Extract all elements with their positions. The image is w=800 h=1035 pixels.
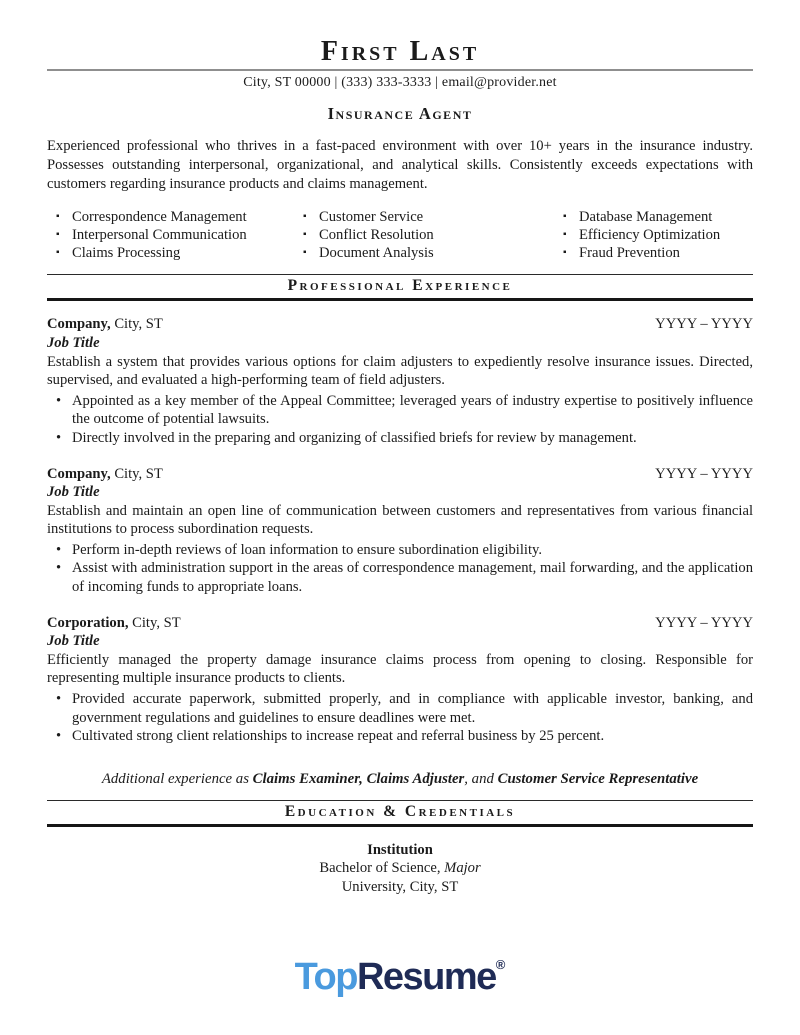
additional-experience-line [47, 771, 753, 788]
job-bullet [47, 727, 753, 746]
skills-column-1 [47, 208, 294, 263]
education-degree-line [47, 859, 753, 878]
skill-label: Interpersonal Communication [72, 226, 247, 243]
bullet-icon: ▪ [563, 247, 567, 259]
logo-text-top: Top [294, 955, 357, 998]
skill-item [554, 208, 753, 226]
company-line [47, 465, 163, 484]
skill-item [47, 244, 294, 262]
topresume-logo [47, 943, 753, 999]
bullet-text: Appointed as a key member of the Appeal Committee; leveraged years of industry expertise to positively influence the outcome of potential lawsuits. [72, 392, 753, 428]
bullet-icon: ▪ [563, 228, 567, 240]
additional-prefix: Additional experience as [101, 770, 253, 787]
section-title: Education & Credentials [284, 802, 516, 820]
education-institution: Institution [367, 841, 433, 858]
person-name: First Last [320, 36, 480, 67]
skill-label: Conflict Resolution [319, 226, 434, 243]
skills-column-2 [294, 208, 554, 263]
job-bullet-list [47, 392, 753, 448]
bullet-text: Provided accurate paperwork, submitted properly, and in compliance with applicable investor, banking, and government regulations and guidelines to ensure deadlines were met. [72, 691, 753, 726]
skill-item [294, 208, 554, 226]
additional-role: Claims Examiner [252, 770, 360, 787]
job-header [47, 614, 753, 633]
education-entry [47, 841, 753, 897]
job-bullet [47, 690, 753, 727]
bullet-icon: • [56, 560, 62, 577]
job-dates: YYYY – YYYY [655, 465, 753, 482]
skill-item [554, 244, 753, 262]
summary-paragraph: Experienced professional who thrives in a fast-paced environment with over 10+ years in the insurance industry. Possesses outstanding interpersonal, organizational, and analytical skills. Consistently exceeds expectations with customers regarding insurance products and claims management. [47, 138, 753, 192]
bullet-icon: ▪ [563, 210, 567, 222]
skill-label: Efficiency Optimization [579, 226, 721, 243]
additional-separator: , and [464, 770, 498, 787]
section-header-education [47, 800, 753, 827]
bullet-icon: ▪ [56, 247, 60, 259]
skill-item [294, 244, 554, 262]
job-dates: YYYY – YYYY [655, 614, 753, 631]
education-degree: Bachelor of Science, [319, 860, 445, 877]
education-major: Major [444, 860, 481, 877]
contact-line: City, ST 00000 | (333) 333-3333 | email@provider.net [243, 75, 557, 91]
job-header [47, 315, 753, 334]
skill-label: Claims Processing [72, 245, 181, 262]
bullet-icon: • [56, 541, 62, 558]
bullet-icon: • [56, 392, 62, 409]
bullet-icon: ▪ [303, 210, 307, 222]
experience-entry-3 [47, 614, 753, 746]
skill-item [47, 226, 294, 244]
section-title: Professional Experience [287, 277, 513, 295]
registered-trademark-icon: ® [495, 956, 506, 972]
additional-role: Customer Service Representative [497, 770, 699, 787]
skill-label: Document Analysis [319, 245, 434, 262]
section-header-experience [47, 274, 753, 301]
company-line [47, 315, 163, 334]
bullet-icon: ▪ [303, 247, 307, 259]
bullet-text: Directly involved in the preparing and organizing of classified briefs for review by management. [72, 429, 637, 446]
job-bullet [47, 559, 753, 596]
education-university: University, City, ST [341, 879, 459, 895]
job-title: Job Title [47, 633, 100, 650]
skills-column-3 [554, 208, 753, 263]
company-location: City, ST [110, 465, 163, 482]
bullet-icon: ▪ [303, 228, 307, 240]
company-name: Company, [47, 465, 111, 482]
additional-role: Claims Adjuster [366, 770, 465, 787]
company-line [47, 614, 181, 633]
bullet-text: Assist with administration support in the areas of correspondence management, mail forwarding, and the application of incoming funds to appropriate loans. [72, 560, 753, 596]
skill-label: Correspondence Management [72, 208, 247, 225]
bullet-icon: • [56, 691, 62, 708]
company-location: City, ST [110, 316, 163, 333]
bullet-icon: • [56, 728, 62, 745]
role-title: Insurance Agent [327, 104, 473, 124]
skill-label: Fraud Prevention [579, 245, 680, 262]
company-name: Company, [47, 316, 111, 333]
job-bullet [47, 541, 753, 560]
additional-separator: , [359, 770, 367, 787]
job-description: Efficiently managed the property damage insurance claims process from opening to closing. Responsible for representing multiple insurance products to clients. [47, 651, 753, 687]
job-dates: YYYY – YYYY [655, 316, 753, 333]
company-location: City, ST [128, 614, 181, 631]
skill-item [47, 208, 294, 226]
bullet-text: Cultivated strong client relationships to increase repeat and referral business by 25 percent. [72, 728, 605, 745]
logo-text-resume: Resume [356, 955, 496, 998]
job-description: Establish a system that provides various options for claim adjusters to expediently resolve insurance issues. Directed, supervised, and evaluated a high-performing team of field adjusters. [47, 353, 753, 389]
job-title: Job Title [47, 334, 100, 351]
bullet-icon: ▪ [56, 210, 60, 222]
skill-label: Customer Service [319, 208, 424, 225]
bullet-icon: ▪ [56, 228, 60, 240]
job-bullet-list [47, 541, 753, 597]
job-title: Job Title [47, 484, 100, 501]
experience-entry-2 [47, 465, 753, 597]
company-name: Corporation, [47, 614, 129, 631]
job-bullet [47, 429, 753, 448]
job-bullet-list [47, 690, 753, 746]
skills-list [47, 208, 753, 263]
skill-label: Database Management [579, 208, 713, 225]
job-description: Establish and maintain an open line of communication between customers and representatives from various financial institutions to process subordination requests. [47, 502, 753, 538]
bullet-text: Perform in-depth reviews of loan information to ensure subordination eligibility. [72, 541, 543, 558]
job-header [47, 465, 753, 484]
job-bullet [47, 392, 753, 429]
skill-item [294, 226, 554, 244]
skill-item [554, 226, 753, 244]
bullet-icon: • [56, 429, 62, 446]
experience-entry-1 [47, 315, 753, 447]
